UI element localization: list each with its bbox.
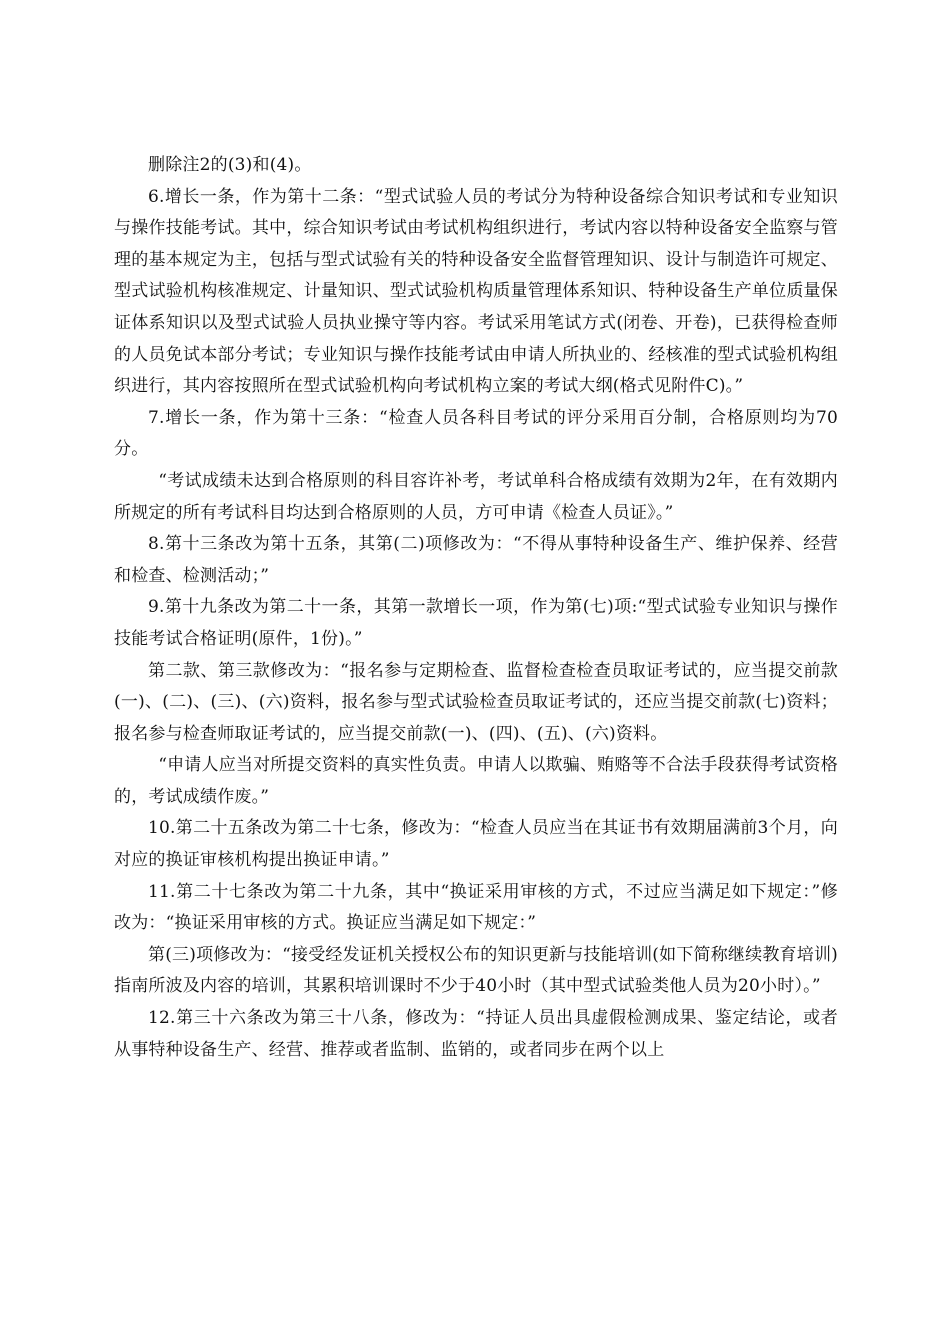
paragraph-delete-note: 删除注2的(3)和(4)。 bbox=[148, 155, 312, 175]
paragraph-item-10: 10.第二十五条改为第二十七条，修改为：“检查人员应当在其证书有效期届满前3个月，向对应的换证审核机构提出换证申请。” bbox=[114, 818, 838, 871]
document-body bbox=[114, 150, 838, 1066]
paragraph-item-7-continued: “考试成绩未达到合格原则的科目容许补考，考试单科合格成绩有效期为2年，在有效期内所规定的所有考试科目均达到合格原则的人员，方可申请《检查人员证》。” bbox=[114, 470, 838, 523]
paragraph-item-6: 6.增长一条，作为第十二条：“型式试验人员的考试分为特种设备综合知识考试和专业知识与操作技能考试。其中，综合知识考试由考试机构组织进行，考试内容以特种设备安全监察与管理的基本规定为主，包括与型式试验有关的特种设备安全监督管理知识、设计与制造许可规定、型式试验机构核准规定、计量知识、型式试验机构质量管理体系知识、特种设备生产单位质量保证体系知识以及型式试验人员执业操守等内容。考试采用笔试方式(闭卷、开卷)，已获得检查师的人员免试本部分考试；专业知识与操作技能考试由申请人所执业的、经核准的型式试验机构组织进行，其内容按照所在型式试验机构向考试机构立案的考试大纲(格式见附件C)。” bbox=[114, 186, 838, 397]
paragraph-item-9-continued: “申请人应当对所提交资料的真实性负责。申请人以欺骗、贿赂等不合法手段获得考试资格的，考试成绩作废。” bbox=[114, 755, 838, 807]
paragraph-item-9-clauses: 第二款、第三款修改为：“报名参与定期检查、监督检查检查员取证考试的，应当提交前款(一)、(二)、(三)、(六)资料，报名参与型式试验检查员取证考试的，还应当提交前款(七)资料；报名参与检查师取证考试的，应当提交前款(一)、(四)、(五)、(六)资料。 bbox=[114, 660, 838, 744]
paragraph-item-7: 7.增长一条，作为第十三条：“检查人员各科目考试的评分采用百分制，合格原则均为70分。 bbox=[114, 407, 838, 460]
paragraph-item-8: 8.第十三条改为第十五条，其第(二)项修改为：“不得从事特种设备生产、维护保养、经营和检查、检测活动；” bbox=[114, 534, 838, 586]
paragraph-item-9: 9.第十九条改为第二十一条，其第一款增长一项，作为第(七)项:“型式试验专业知识与操作技能考试合格证明(原件，1份)。” bbox=[114, 597, 838, 649]
paragraph-item-12: 12.第三十六条改为第三十八条，修改为：“持证人员出具虚假检测成果、鉴定结论，或者从事特种设备生产、经营、推荐或者监制、监销的，或者同步在两个以上 bbox=[114, 1008, 838, 1060]
paragraph-item-11: 11.第二十七条改为第二十九条，其中“换证采用审核的方式，不过应当满足如下规定：”修改为：“换证采用审核的方式。换证应当满足如下规定：” bbox=[114, 881, 838, 934]
paragraph-item-11-clause-3: 第(三)项修改为：“接受经发证机关授权公布的知识更新与技能培训(如下简称继续教育培训)指南所波及内容的培训，其累积培训课时不少于40小时（其中型式试验类他人员为20小时）。” bbox=[114, 944, 838, 997]
